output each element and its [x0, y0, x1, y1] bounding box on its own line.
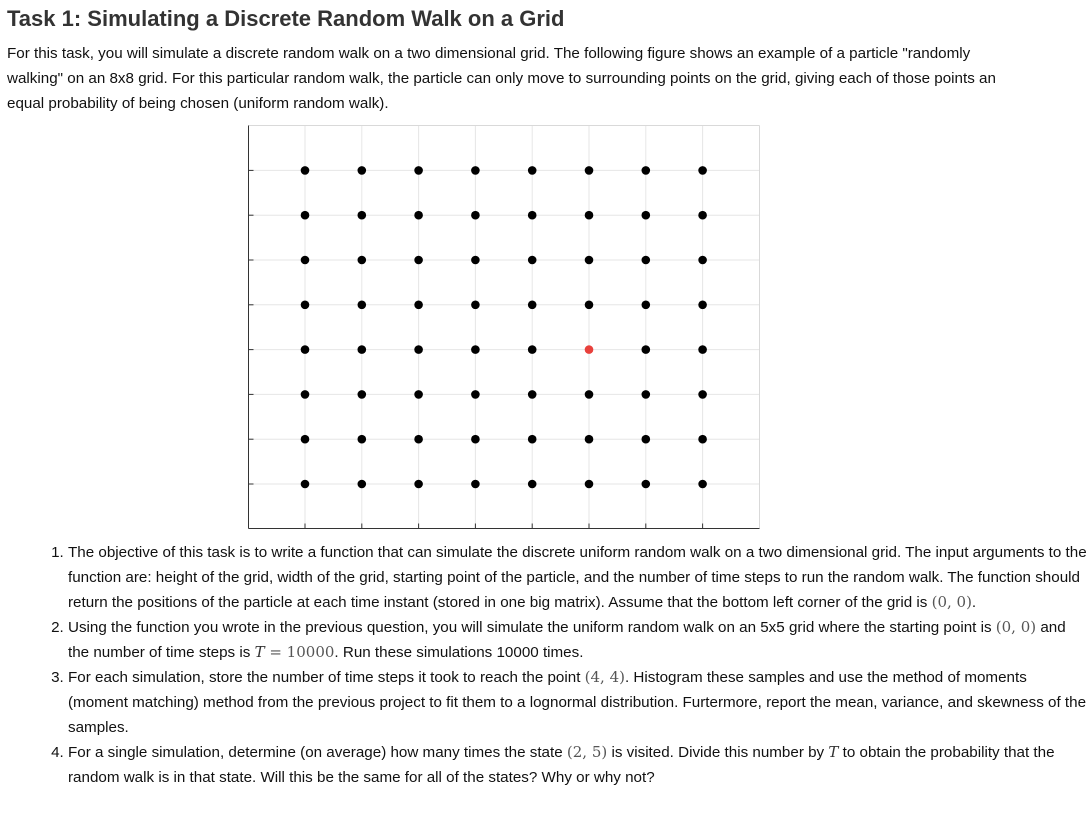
- grid-point: [698, 480, 707, 489]
- grid-point: [414, 345, 423, 354]
- intro-paragraph: For this task, you will simulate a discrete random walk on a two dimensional grid. The following figure shows an example of a particle "randomly walking" on an 8x8 grid. For this particular random walk, the particle can only move to surrounding points on the grid, giving each of those points an equal probability of being chosen (uniform random walk).: [7, 45, 996, 112]
- grid-point: [358, 480, 367, 489]
- grid-point: [471, 480, 480, 489]
- grid-point: [471, 211, 480, 220]
- question-item: [68, 665, 1088, 740]
- particle-point: [585, 345, 594, 354]
- grid-point: [301, 211, 310, 220]
- grid-point: [642, 211, 651, 220]
- grid-point: [642, 345, 651, 354]
- grid-point: [301, 256, 310, 265]
- grid-point: [414, 390, 423, 399]
- question-item: [68, 615, 1088, 665]
- question-text: is visited. Divide this number by: [607, 744, 829, 761]
- grid-point: [585, 435, 594, 444]
- grid-point: [301, 345, 310, 354]
- math-expression: (4, 4): [584, 668, 625, 686]
- grid-point: [358, 390, 367, 399]
- grid-point: [528, 301, 537, 310]
- grid-point: [528, 345, 537, 354]
- math-expression: (0, 0): [995, 618, 1037, 636]
- question-list: [0, 540, 1088, 790]
- grid-point: [358, 345, 367, 354]
- grid-point: [471, 301, 480, 310]
- grid-point: [698, 345, 707, 354]
- grid-point: [528, 166, 537, 175]
- grid-point: [414, 480, 423, 489]
- grid-point: [585, 166, 594, 175]
- grid-plot: [248, 125, 760, 530]
- question-text: .: [971, 594, 977, 611]
- grid-point: [414, 435, 423, 444]
- math-expression: = 10000: [264, 643, 335, 661]
- question-item: [68, 540, 1088, 615]
- question-text: . Run these simulations 10000 times.: [334, 644, 584, 661]
- grid-point: [301, 390, 310, 399]
- grid-point: [301, 166, 310, 175]
- question-text: and the number of time steps is: [68, 619, 1066, 661]
- grid-point: [301, 301, 310, 310]
- math-variable: T: [254, 643, 265, 661]
- grid-point: [528, 256, 537, 265]
- grid-point: [585, 211, 594, 220]
- grid-point: [471, 166, 480, 175]
- grid-point: [414, 301, 423, 310]
- grid-point: [698, 435, 707, 444]
- grid-point: [642, 480, 651, 489]
- grid-point: [585, 480, 594, 489]
- grid-point: [642, 390, 651, 399]
- task-title: Task 1: Simulating a Discrete Random Walk on a Grid: [7, 6, 565, 31]
- grid-point: [528, 390, 537, 399]
- grid-point: [414, 166, 423, 175]
- grid-point: [698, 301, 707, 310]
- grid-point: [414, 211, 423, 220]
- math-expression: (2, 5): [566, 743, 608, 761]
- grid-point: [471, 256, 480, 265]
- grid-point: [698, 211, 707, 220]
- grid-point: [642, 435, 651, 444]
- question-item: [68, 740, 1088, 790]
- math-expression: (0, 0): [931, 593, 972, 611]
- grid-point: [642, 256, 651, 265]
- grid-point: [358, 256, 367, 265]
- math-variable: T: [828, 743, 839, 761]
- question-text: . Histogram these samples and use the method of moments (moment matching) method from the previous project to fit them to a lognormal distribution. Furtermore, report the mean, variance, and skewness of the samples.: [68, 669, 1087, 736]
- grid-point: [642, 301, 651, 310]
- grid-point: [358, 435, 367, 444]
- grid-point: [698, 256, 707, 265]
- grid-point: [528, 211, 537, 220]
- grid-point: [471, 390, 480, 399]
- grid-point: [698, 390, 707, 399]
- grid-point: [528, 435, 537, 444]
- grid-point: [471, 435, 480, 444]
- grid-point: [528, 480, 537, 489]
- question-text: For a single simulation, determine (on average) how many times the state: [68, 744, 567, 761]
- grid-point: [358, 166, 367, 175]
- grid-point: [585, 301, 594, 310]
- grid-point: [301, 480, 310, 489]
- grid-point: [358, 301, 367, 310]
- grid-point: [471, 345, 480, 354]
- grid-point: [585, 256, 594, 265]
- grid-point: [358, 211, 367, 220]
- grid-point: [698, 166, 707, 175]
- question-text: The objective of this task is to write a function that can simulate the discrete uniform random walk on a two dimensional grid. The input arguments to the function are: height of the grid, width of the grid, starting point of the particle, and the number of time steps to run the random walk. The function should return the positions of the particle at each time instant (stored in one big matrix). Assume that the bottom left corner of the grid is: [68, 544, 1087, 611]
- question-text: Using the function you wrote in the previous question, you will simulate the uniform random walk on an 5x5 grid where the starting point is: [68, 619, 996, 636]
- random-walk-figure: [248, 125, 760, 530]
- grid-point: [585, 390, 594, 399]
- grid-point: [642, 166, 651, 175]
- grid-point: [301, 435, 310, 444]
- question-text: For each simulation, store the number of time steps it took to reach the point: [68, 669, 585, 686]
- grid-point: [414, 256, 423, 265]
- question-text: to obtain the probability that the random walk is in that state. Will this be the same for all of the states? Why or why not?: [68, 744, 1055, 786]
